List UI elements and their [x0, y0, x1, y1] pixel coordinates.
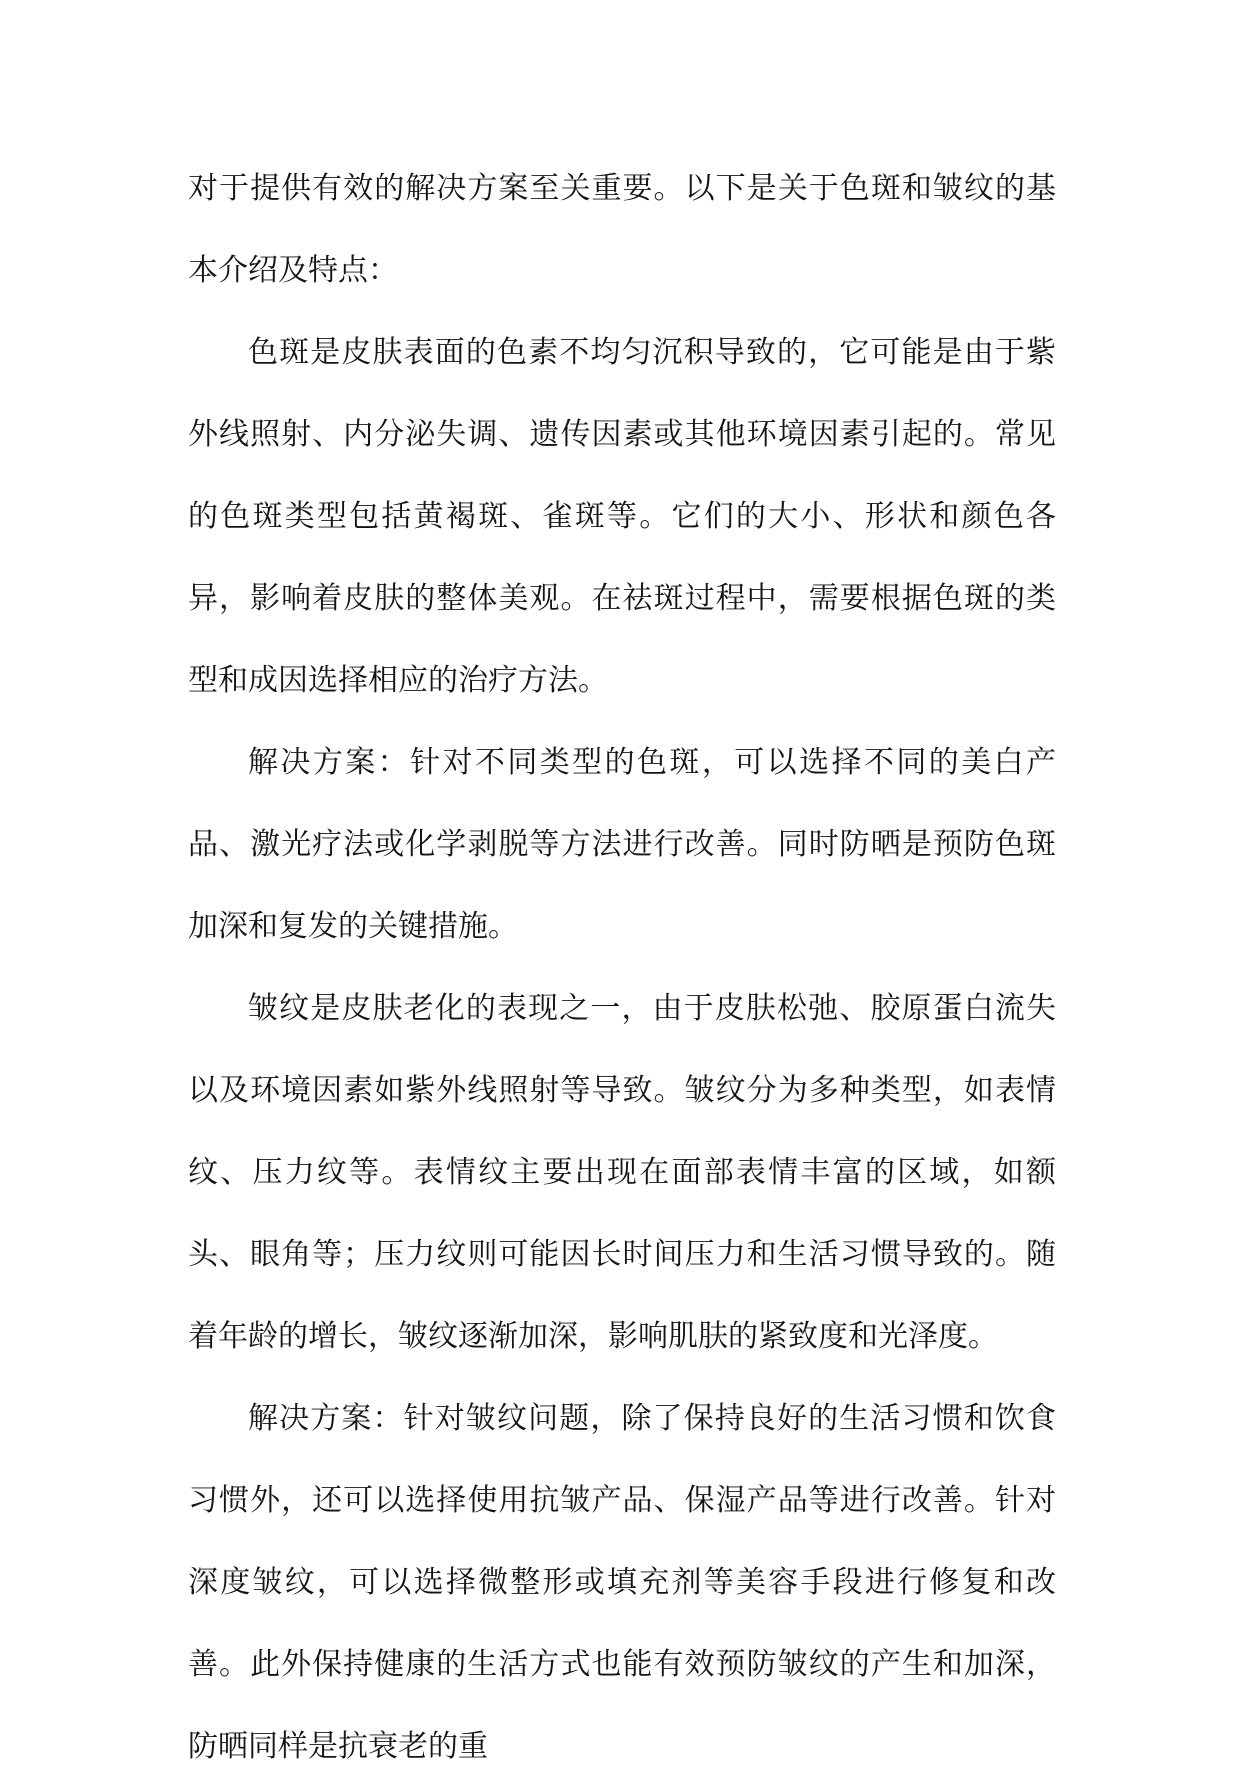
paragraph-wrinkles-solution: 解决方案：针对皱纹问题，除了保持良好的生活习惯和饮食习惯外，还可以选择使用抗皱产品、保湿产品等进行改善。针对深度皱纹，可以选择微整形或填充剂等美容手段进行修复和改善。此外保持健康的生活方式也能有效预防皱纹的产生和加深，防晒同样是抗衰老的重	[188, 1401, 1056, 1764]
paragraph-spots-solution: 解决方案：针对不同类型的色斑，可以选择不同的美白产品、激光疗法或化学剥脱等方法进行改善。同时防晒是预防色斑加深和复发的关键措施。	[188, 745, 1056, 944]
document-body	[188, 148, 1056, 1788]
paragraph-wrinkles: 皱纹是皮肤老化的表现之一，由于皮肤松弛、胶原蛋白流失以及环境因素如紫外线照射等导致。皱纹分为多种类型，如表情纹、压力纹等。表情纹主要出现在面部表情丰富的区域，如额头、眼角等；压力纹则可能因长时间压力和生活习惯导致的。随着年龄的增长，皱纹逐渐加深，影响肌肤的紧致度和光泽度。	[188, 991, 1056, 1354]
paragraph-intro: 对于提供有效的解决方案至关重要。以下是关于色斑和皱纹的基本介绍及特点：	[188, 171, 1056, 288]
paragraph-spots: 色斑是皮肤表面的色素不均匀沉积导致的，它可能是由于紫外线照射、内分泌失调、遗传因素或其他环境因素引起的。常见的色斑类型包括黄褐斑、雀斑等。它们的大小、形状和颜色各异，影响着皮肤的整体美观。在祛斑过程中，需要根据色斑的类型和成因选择相应的治疗方法。	[188, 335, 1056, 698]
